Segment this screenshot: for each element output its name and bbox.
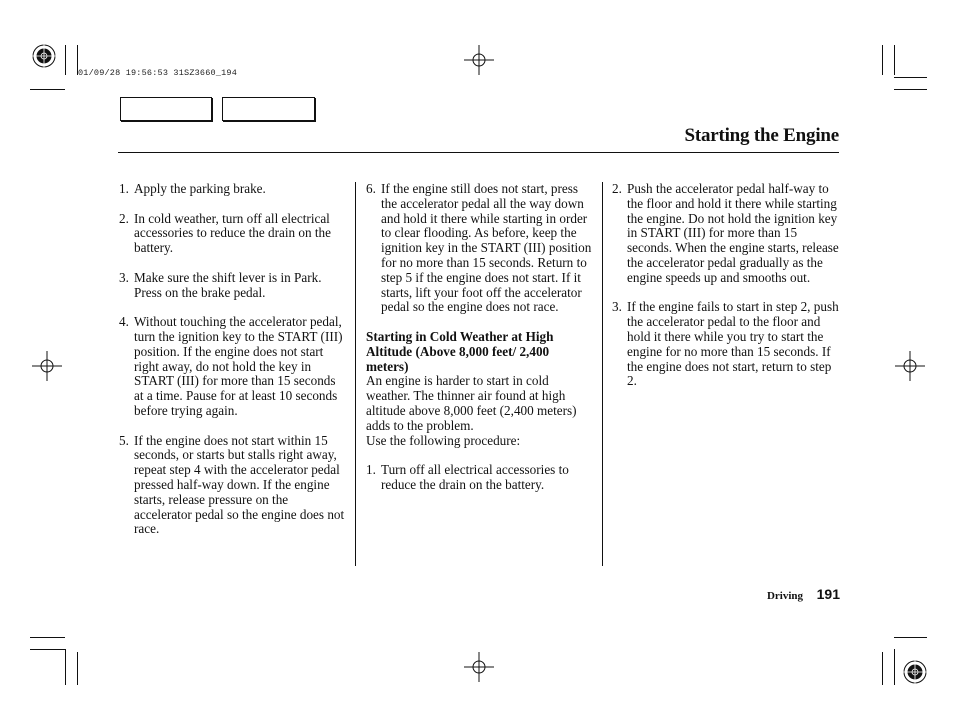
crosshair-icon <box>895 351 925 381</box>
footer-section-label: Driving <box>766 590 803 602</box>
registration-mark-icon <box>903 660 927 684</box>
page-title: Starting the Engine <box>684 125 839 146</box>
procedure-label: Use the following procedure: <box>366 432 521 448</box>
list-item: 6. If the engine still does not start, press the accelerator pedal all the way down and hold it there while starting in order to clear flooding. As before, keep the ignition key in the START (III) position for no more than 15 seconds. Return to step 5 if the engine does not start. If it starts, lift your foot off the accelerator pedal so the engine does not race. <box>366 181 592 315</box>
nav-tab-box-1 <box>120 97 212 121</box>
crosshair-icon <box>464 45 494 75</box>
column-divider <box>355 182 356 566</box>
print-header: 01/09/28 19:56:53 31SZ3660_194 <box>78 68 238 78</box>
left-column <box>119 182 345 552</box>
registration-mark-icon <box>32 44 56 68</box>
right-column <box>612 182 839 404</box>
list-item: 1. Turn off all electrical accessories to reduce the drain on the battery. <box>366 462 569 492</box>
middle-column <box>366 182 592 508</box>
crosshair-icon <box>464 652 494 682</box>
column-divider <box>602 182 603 566</box>
page-number: 191 <box>816 586 840 602</box>
crosshair-icon <box>32 351 62 381</box>
list-item: 1. Apply the parking brake. <box>119 181 266 196</box>
list-item: 5. If the engine does not start within 15 seconds, or starts but stalls right away, repeat step 4 with the accelerator pedal pressed half-way down. If the engine starts, release pressure on the accelerator pedal so the engine does not race. <box>119 432 345 537</box>
nav-tab-box-2 <box>222 97 315 121</box>
list-item: 2. Push the accelerator pedal half-way to the floor and hold it there while starting the engine. Do not hold the ignition key in START (III) for more than 15 seconds. When the engine starts, release the accelerator pedal gradually as the engine speeds up and smooths out. <box>612 181 839 285</box>
section-heading: Starting in Cold Weather at High Altitude (Above 8,000 feet/ 2,400 meters) <box>366 328 554 374</box>
list-item: 3. If the engine fails to start in step 2, push the accelerator pedal to the floor and hold it there while you try to start the engine for no more than 15 seconds. If the engine does not start, return to step 2. <box>612 299 839 389</box>
intro-paragraph: An engine is harder to start in cold weather. The thinner air found at high altitude above 8,000 feet (2,400 meters) adds to the problem. <box>366 373 577 433</box>
title-rule <box>118 152 839 153</box>
list-item: 4. Without touching the accelerator pedal, turn the ignition key to the START (III) position. If the engine does not start right away, do not hold the key in START (III) for more than 15 seconds at a time. Pause for at least 10 seconds before trying again. <box>119 314 343 418</box>
list-item: 3. Make sure the shift lever is in Park. Press on the brake pedal. <box>119 269 322 300</box>
list-item: 2. In cold weather, turn off all electrical accessories to reduce the drain on the battery. <box>119 210 331 256</box>
